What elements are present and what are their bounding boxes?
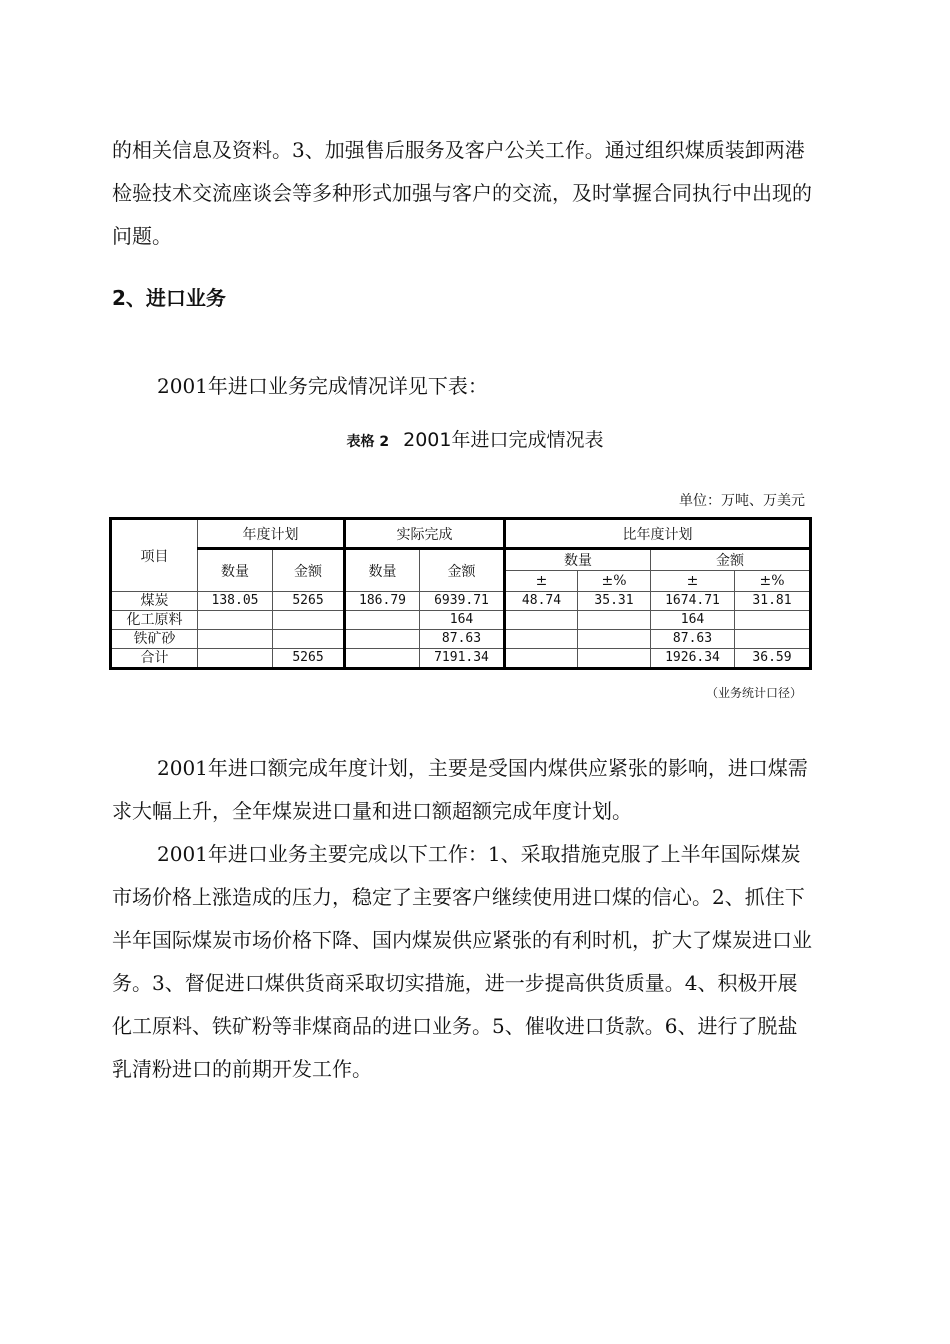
table-cell (198, 649, 273, 669)
table-cell: 6939.71 (420, 592, 505, 611)
table-cell: 87.63 (420, 630, 505, 649)
header-compare-qty: 数量 (505, 549, 651, 571)
table-caption (0, 425, 950, 452)
intro-paragraph: 2001年进口业务完成情况详见下表： (157, 374, 488, 398)
table-row (111, 630, 811, 649)
header-actual: 实际完成 (345, 519, 505, 549)
table-cell (735, 611, 811, 630)
table-cell: 7191.34 (420, 649, 505, 669)
table-note: （业务统计口径） (705, 686, 802, 700)
table-cell (578, 630, 651, 649)
table-cell: 87.63 (651, 630, 735, 649)
header-compare-amt: 金额 (651, 549, 811, 571)
table-cell: 36.59 (735, 649, 811, 669)
table-cell (345, 630, 420, 649)
row-label: 铁矿砂 (111, 630, 198, 649)
table-cell (578, 611, 651, 630)
header-actual-qty: 数量 (345, 549, 420, 592)
table-body (111, 592, 811, 669)
row-label: 化工原料 (111, 611, 198, 630)
table-cell: 186.79 (345, 592, 420, 611)
table-cell (578, 649, 651, 669)
table-cell (198, 611, 273, 630)
table-cell: 31.81 (735, 592, 811, 611)
table-row (111, 611, 811, 630)
section-heading: 2、进口业务 (112, 286, 226, 310)
table-row (111, 649, 811, 669)
header-plan-qty: 数量 (198, 549, 273, 592)
caption-label: 表格 2 (346, 434, 390, 450)
import-table (109, 517, 812, 670)
unit-label: 单位：万吨、万美元 (679, 493, 805, 509)
header-qty-pm: ± (505, 571, 578, 592)
row-label: 煤炭 (111, 592, 198, 611)
table-cell (273, 630, 345, 649)
table-cell (273, 611, 345, 630)
table-cell: 1926.34 (651, 649, 735, 669)
table-cell (505, 649, 578, 669)
table-cell: 164 (651, 611, 735, 630)
header-item: 项目 (111, 519, 198, 592)
row-label: 合计 (111, 649, 198, 669)
table-cell (505, 630, 578, 649)
caption-title: 2001年进口完成情况表 (403, 429, 604, 451)
table-cell: 138.05 (198, 592, 273, 611)
paragraph-top: 的相关信息及资料。3、加强售后服务及客户公关工作。通过组织煤质装卸两港检验技术交流座谈会等多种形式加强与客户的交流，及时掌握合同执行中出现的问题。 (112, 138, 812, 248)
header-amt-pmpct: ±% (735, 571, 811, 592)
header-plan-amt: 金额 (273, 549, 345, 592)
table-cell (505, 611, 578, 630)
table-cell (198, 630, 273, 649)
table-cell: 5265 (273, 592, 345, 611)
table-cell: 5265 (273, 649, 345, 669)
header-qty-pmpct: ±% (578, 571, 651, 592)
header-amt-pm: ± (651, 571, 735, 592)
table-cell: 48.74 (505, 592, 578, 611)
table-cell: 1674.71 (651, 592, 735, 611)
table-cell: 164 (420, 611, 505, 630)
table-cell (735, 630, 811, 649)
table-row (111, 592, 811, 611)
table-cell (345, 611, 420, 630)
header-compare: 比年度计划 (505, 519, 811, 549)
header-actual-amt: 金额 (420, 549, 505, 592)
paragraph-2: 2001年进口额完成年度计划，主要是受国内煤供应紧张的影响，进口煤需求大幅上升，全年煤炭进口量和进口额超额完成年度计划。 (112, 756, 808, 823)
paragraph-3: 2001年进口业务主要完成以下工作：1、采取措施克服了上半年国际煤炭市场价格上涨造成的压力，稳定了主要客户继续使用进口煤的信心。2、抓住下半年国际煤炭市场价格下降、国内煤炭供应紧张的有利时机，扩大了煤炭进口业务。3、督促进口煤供货商采取切实措施，进一步提高供货质量。4、积极开展化工原料、铁矿粉等非煤商品的进口业务。5、催收进口货款。6、进行了脱盐乳清粉进口的前期开发工作。 (112, 842, 812, 1081)
table-cell (345, 649, 420, 669)
header-plan: 年度计划 (198, 519, 345, 549)
table-cell: 35.31 (578, 592, 651, 611)
